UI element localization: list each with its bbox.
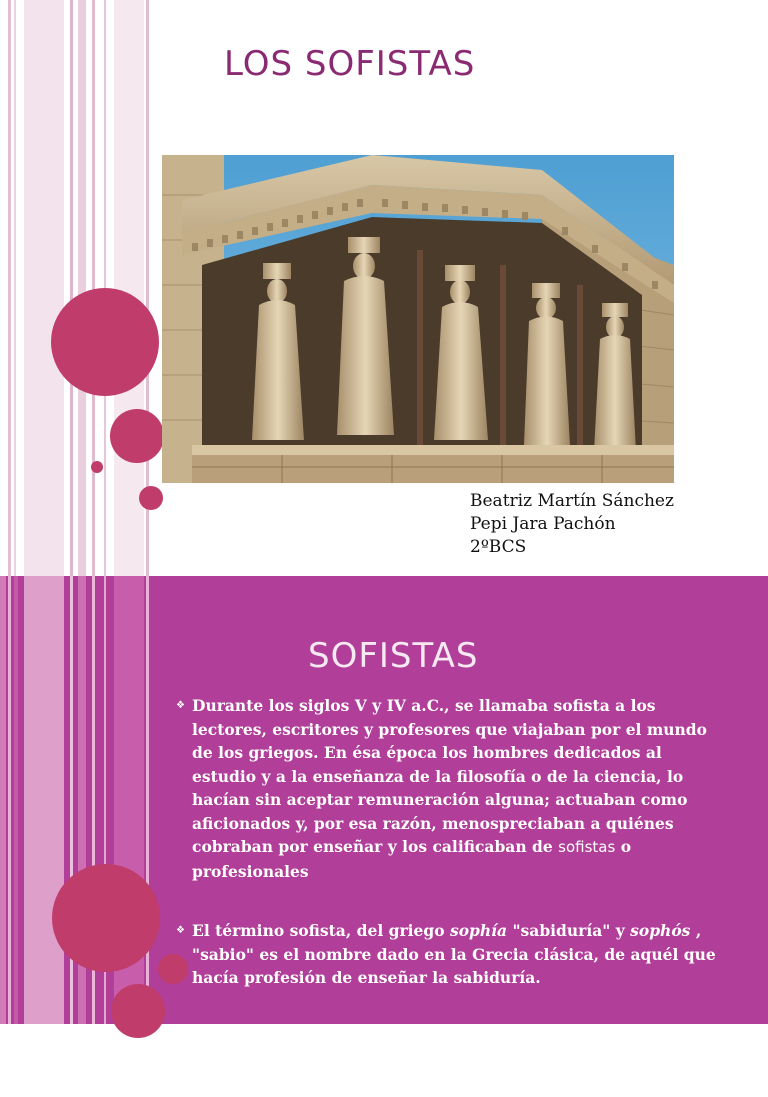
slide-title: SOFISTAS [308,636,479,676]
diamond-bullet-icon: ❖ [176,700,185,711]
caryatids-photo [162,155,674,483]
slide-title: LOS SOFISTAS [224,44,476,84]
bullet-item: ❖ El término sofista, del griego sophía "sabiduría" y sophós , "sabio" es el nombre dado en la Grecia clásica, de aquél que hacía profesión de enseñar la sabiduría. [176,921,716,987]
decor-circle [110,409,164,463]
decor-stripe [70,0,73,576]
decor-circle [51,288,159,396]
bullet-list [176,694,716,1097]
bullet-item: ❖ Para el pensamiento sofista la verdad depende del sujeto, de [176,1027,692,1070]
decor-stripe [78,0,86,576]
diamond-bullet-icon: ❖ [176,925,185,936]
decor-stripe [114,0,144,576]
decor-stripe [24,0,64,576]
decor-circle [91,461,103,473]
decor-stripe [14,576,18,1024]
decor-circle [111,984,165,1038]
authors-block [470,490,674,559]
author-name: Pepi Jara Pachón [470,514,616,534]
decor-stripe [14,0,16,576]
decor-circle [139,486,163,510]
decor-stripe [8,0,11,576]
bullet-item: ❖ Durante los siglos V y IV a.C., se llamaba sofista a los lectores, escritores y profesores que viajaban por el mundo de los griegos. En ésa época los hombres dedicados al estudio y a la enseñanza de la filosofía o de la ciencia, lo hacían sin aceptar remuneración alguna; actuaban como aficionados y, por esa razón, menospreciaban a quiénes cobraban por enseñar y los calificaban de sofistas o profesionales [176,696,707,881]
decor-stripe [8,576,11,1024]
author-class: 2ºBCS [470,537,527,557]
diamond-bullet-icon: ❖ [176,1031,185,1043]
decor-stripe [24,576,64,1024]
decor-circle [52,864,160,972]
decor-stripe [0,576,6,1024]
decor-stripe [146,576,149,1024]
author-name: Beatriz Martín Sánchez [470,491,674,511]
term-sofistas: sofistas [558,838,616,856]
slide-2 [0,576,768,1070]
